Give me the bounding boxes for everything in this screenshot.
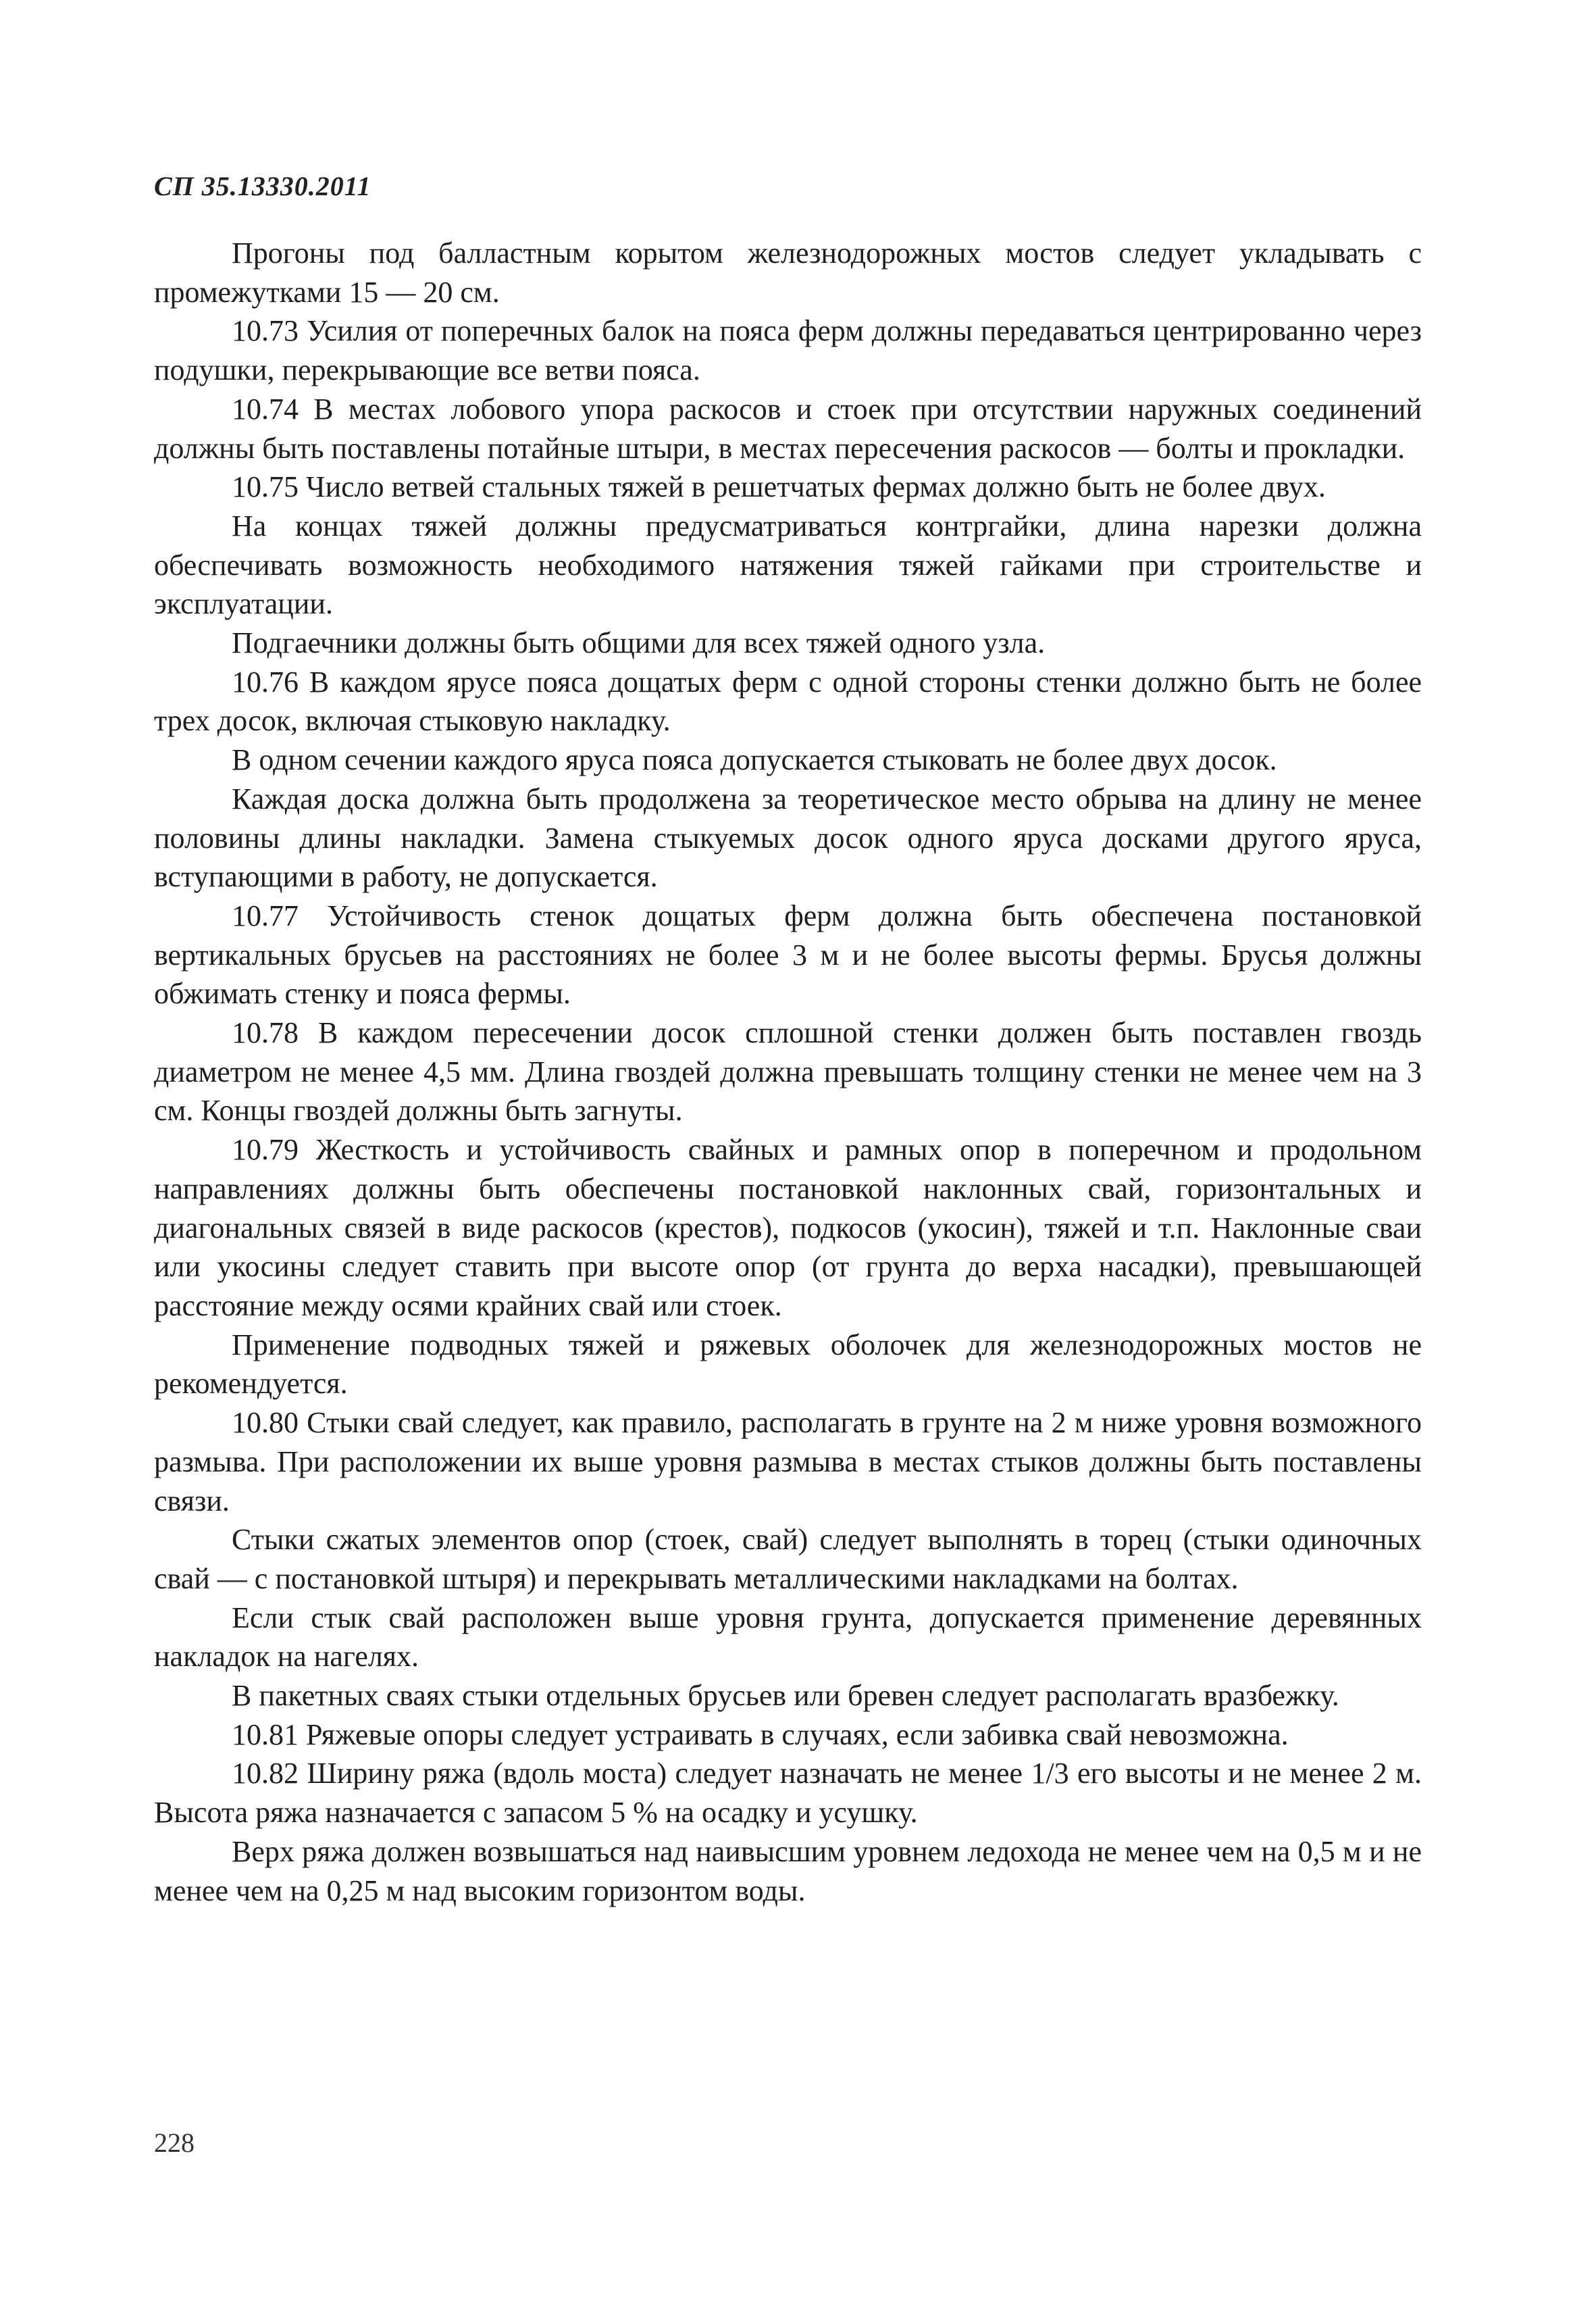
- paragraph-10-80: 10.80 Стыки свай следует, как правило, располагать в грунте на 2 м ниже уровня возможного размыва. При расположении их выше уровня размыва в местах стыков должны быть поставлены связи.: [154, 1406, 1422, 1517]
- paragraph-board-joints: В одном сечении каждого яруса пояса допускается стыковать не более двух досок.: [232, 743, 1277, 777]
- paragraph-board-extension: Каждая доска должна быть продолжена за теоретическое место обрыва на длину не менее половины длины накладки. Замена стыкуемых досок одного яруса досками другого яруса, вступающими в работу, не допускается.: [154, 782, 1422, 894]
- paragraph-crib-top: Верх ряжа должен возвышаться над наивысшим уровнем ледохода не менее чем на 0,5 м и не менее чем на 0,25 м над высоким горизонтом воды.: [154, 1834, 1422, 1907]
- paragraph-washers: Подгаечники должны быть общими для всех тяжей одного узла.: [232, 626, 1046, 660]
- paragraph-10-79: 10.79 Жесткость и устойчивость свайных и рамных опор в поперечном и продольном направлениях должны быть обеспечены постановкой наклонных свай, горизонтальных и диагональных связей в виде раскосов (крестов), подкосов (укосин), тяжей и т.п. Наклонные сваи или укосины следует ставить при высоте опор (от грунта до верха насадки), превышающей расстояние между осями крайних свай или стоек.: [154, 1133, 1422, 1322]
- paragraph-pile-joint-above-ground: Если стык свай расположен выше уровня грунта, допускается применение деревянных накладок на нагелях.: [154, 1601, 1422, 1674]
- document-code-header: СП 35.13330.2011: [154, 171, 371, 201]
- paragraph-locknuts: На концах тяжей должны предусматриваться контргайки, длина нарезки должна обеспечивать возможность необходимого натяжения тяжей гайками при строительстве и эксплуатации.: [154, 509, 1422, 621]
- paragraph-compressed-joints: Стыки сжатых элементов опор (стоек, свай) следует выполнять в торец (стыки одиночных свай — с постановкой штыря) и перекрывать металлическими накладками на болтах.: [154, 1523, 1422, 1595]
- paragraph-package-piles: В пакетных сваях стыки отдельных брусьев или бревен следует располагать вразбежку.: [232, 1679, 1339, 1713]
- document-body: [154, 234, 1422, 1910]
- paragraph-10-78: 10.78 В каждом пересечении досок сплошной стенки должен быть поставлен гвоздь диаметром не менее 4,5 мм. Длина гвоздей должна превышать толщину стенки не менее чем на 3 см. Концы гвоздей должны быть загнуты.: [154, 1016, 1422, 1128]
- paragraph-purlins-spacing: Прогоны под балластным корытом железнодорожных мостов следует укладывать с промежутками 15 — 20 см.: [154, 236, 1422, 309]
- paragraph-10-81: 10.81 Ряжевые опоры следует устраивать в случаях, если забивка свай невозможна.: [232, 1717, 1289, 1751]
- paragraph-10-73: 10.73 Усилия от поперечных балок на пояса ферм должны передаваться центрированно через подушки, перекрывающие все ветви пояса.: [154, 314, 1422, 387]
- paragraph-underwater-ties: Применение подводных тяжей и ряжевых оболочек для железнодорожных мостов не рекомендуется.: [154, 1328, 1422, 1401]
- page-number: 228: [154, 2128, 195, 2158]
- paragraph-10-77: 10.77 Устойчивость стенок дощатых ферм должна быть обеспечена постановкой вертикальных брусьев на расстояниях не более 3 м и не более высоты фермы. Брусья должны обжимать стенку и пояса фермы.: [154, 899, 1422, 1011]
- paragraph-10-76: 10.76 В каждом ярусе пояса дощатых ферм с одной стороны стенки должно быть не более трех досок, включая стыковую накладку.: [154, 665, 1422, 738]
- paragraph-10-82: 10.82 Ширину ряжа (вдоль моста) следует назначать не менее 1/3 его высоты и не менее 2 м. Высота ряжа назначается с запасом 5 % на осадку и усушку.: [154, 1757, 1422, 1830]
- paragraph-10-75: 10.75 Число ветвей стальных тяжей в решетчатых фермах должно быть не более двух.: [232, 470, 1326, 504]
- paragraph-10-74: 10.74 В местах лобового упора раскосов и стоек при отсутствии наружных соединений должны быть поставлены потайные штыри, в местах пересечения раскосов — болты и прокладки.: [154, 392, 1422, 465]
